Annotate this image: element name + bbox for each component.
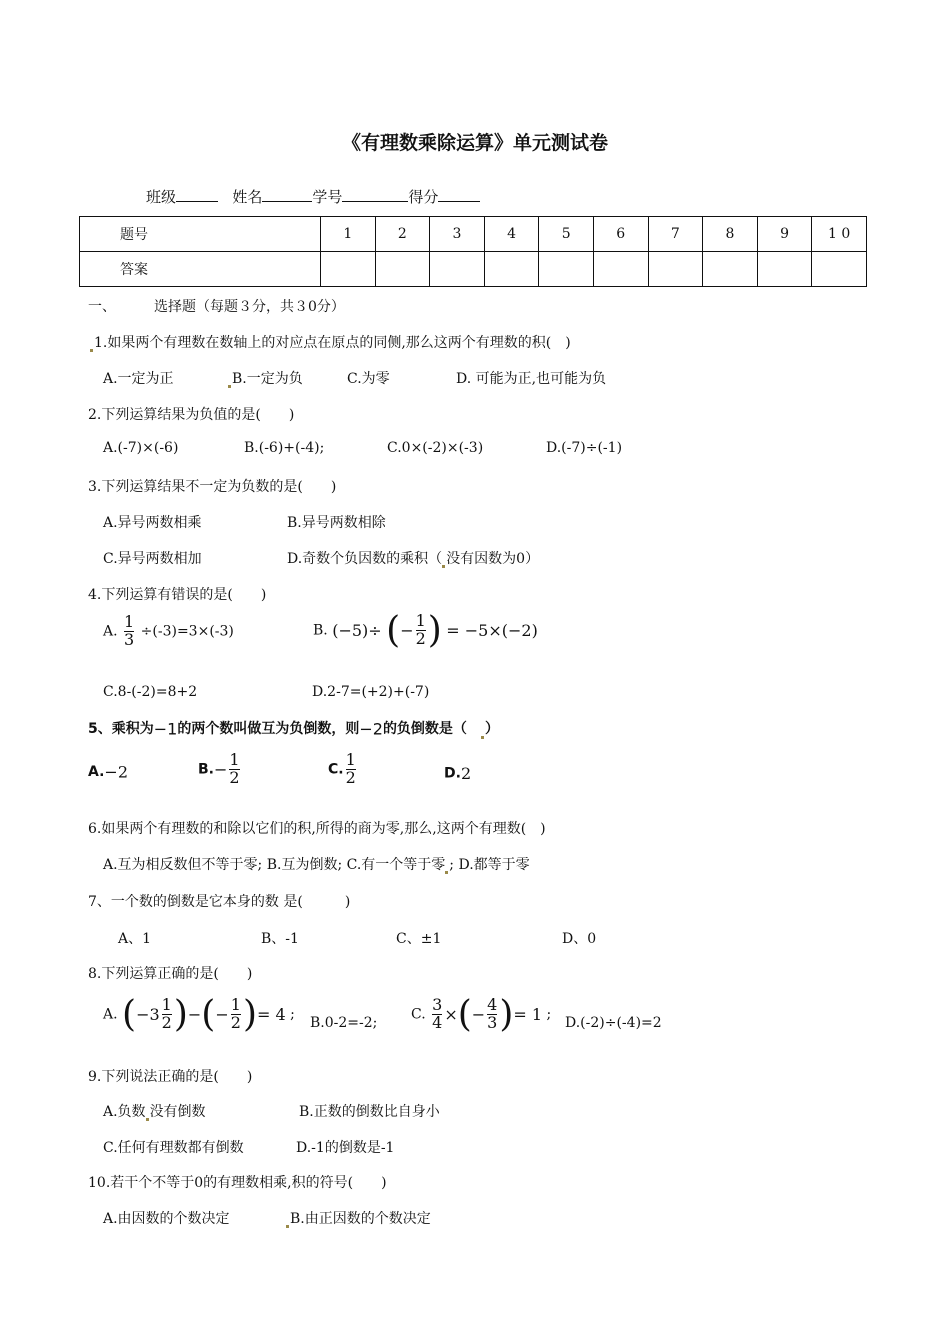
question-number-cell: 1 0 [812,217,867,252]
question-8-stem: 8.下列运算正确的是( ) [88,966,253,982]
minus-sign: − [215,1005,229,1024]
question-number-cell: 1 [321,217,376,252]
q1-option-b-text: B.一定为负 [232,371,303,387]
q2-option-b: B.(-6)+(-4); [244,440,325,456]
fraction [229,752,239,787]
q5-option-a [88,752,128,782]
q4-option-d: D.2-7=(+2)+(-7) [312,684,430,700]
q4-option-b [313,610,538,651]
page-title: 《有理数乘除运算》单元测试卷 [341,132,608,154]
q6-options-text-end: ; D.都等于零 [449,857,530,873]
question-1-text: 1.如果两个有理数在数轴上的对应点在原点的同侧,那么这两个有理数的积( ) [94,335,571,351]
scan-mark [442,565,445,568]
q9-option-a-text-end: 没有倒数 [149,1104,206,1120]
numerator: 1 [124,612,135,631]
q5-a-label: A. [88,764,105,780]
question-6-stem: 6.如果两个有理数的和除以它们的积,所得的商为零,那么,这两个有理数( ) [88,821,546,837]
q4-b-left: (−5)÷ [332,621,382,640]
question-7-stem: 7、一个数的倒数是它本身的数 是( ) [88,894,351,910]
question-2-stem: 2.下列运算结果为负值的是( ) [88,407,295,423]
scan-mark [445,871,448,874]
denominator: 4 [432,1013,443,1032]
answer-cell[interactable] [648,252,703,287]
q5-math-1: −1 [153,719,178,739]
q9-option-b: B.正数的倒数比自身小 [299,1104,440,1120]
question-number-cell: 9 [757,217,812,252]
row-head-answer: 答案 [80,252,321,287]
denominator: 3 [487,1013,498,1032]
whole-part: −3 [136,1005,160,1024]
q3-option-d-text-end: 没有因数为0） [446,551,540,567]
q1-option-b [228,368,303,388]
score-label: 得分 [408,188,439,206]
q5-text-4: ） [484,721,499,737]
right-paren: ) [427,610,442,651]
denominator: 2 [230,1013,241,1032]
answer-cell[interactable] [539,252,594,287]
q5-a-value: −2 [104,762,129,782]
left-paren: ( [457,994,472,1035]
q3-option-c: C.异号两数相加 [103,551,202,567]
numerator: 4 [487,995,498,1015]
numerator: 1 [161,995,172,1015]
left-paren: ( [386,610,401,651]
question-3-stem: 3.下列运算结果不一定为负数的是( ) [88,479,337,495]
scan-mark [228,385,231,388]
number-blank[interactable] [342,187,408,202]
q5-d-label: D. [444,765,461,782]
q1-option-d: D. 可能为正,也可能为负 [456,371,607,387]
q5-b-label: B. [198,761,214,778]
q8-a-label: A. [103,1006,118,1023]
answer-cell[interactable] [593,252,648,287]
left-paren: ( [201,994,216,1035]
q4-b-label: B. [313,622,328,639]
answer-cell[interactable] [430,252,485,287]
q5-text-3: 的负倒数是（ [382,721,481,737]
separator: ; [290,1006,295,1023]
q4-option-c: C.8-(-2)=8+2 [103,684,198,700]
question-number-cell: 6 [593,217,648,252]
class-blank[interactable] [176,187,218,202]
q10-option-b-text: B.由正因数的个数决定 [290,1211,431,1227]
question-10-stem: 10.若干个不等于0的有理数相乘,积的符号( ) [88,1175,387,1191]
answer-table [79,216,867,287]
q5-text-1: 5、乘积为 [88,721,154,737]
minus-sign: − [471,1005,486,1024]
q1-option-a: A.一定为正 [103,371,174,387]
question-number-cell: 4 [484,217,539,252]
q4-a-expression: ÷(-3)=3×(-3) [140,623,234,640]
times-sign: × [444,1005,458,1024]
fraction [432,997,442,1032]
numerator: 3 [432,995,443,1015]
numerator: 1 [229,750,240,769]
question-number-cell: 8 [703,217,758,252]
denominator: 2 [415,629,426,648]
fraction [162,997,172,1032]
denominator: 2 [229,767,240,787]
q9-option-d: D.-1的倒数是-1 [296,1140,395,1156]
q8-option-a [103,994,295,1035]
question-number-cell: 7 [648,217,703,252]
question-4-stem: 4.下列运算有错误的是( ) [88,587,267,603]
q8-c-result: = 1 [513,1005,543,1024]
question-number-row [80,217,867,252]
q3-option-d-text: D.奇数个负因数的乘积（ [287,551,443,567]
q7-option-b: B、-1 [261,931,299,947]
right-paren: ) [499,994,514,1035]
q5-text-2: 的两个数叫做互为负倒数，则 [177,721,360,737]
q3-option-b: B.异号两数相除 [287,515,386,531]
answer-cell[interactable] [484,252,539,287]
q5-d-value: 2 [460,764,472,783]
q5-option-c [328,752,358,787]
q9-option-a-text: A.负数 [103,1104,146,1120]
row-head-question-number: 题号 [80,217,321,252]
scan-mark [146,1118,149,1121]
question-5-stem [88,718,499,739]
left-paren: ( [122,994,137,1035]
scan-mark [90,349,93,352]
q5-c-label: C. [328,761,344,778]
student-info-line [146,186,480,207]
q3-option-a: A.异号两数相乘 [103,515,202,531]
q1-option-c: C.为零 [347,371,390,387]
name-blank[interactable] [262,187,312,202]
answer-cell[interactable] [321,252,376,287]
right-paren: ) [242,994,257,1035]
scan-mark [481,736,484,739]
number-label: 学号 [312,188,343,206]
denominator: 3 [124,629,135,649]
question-number-cell: 5 [539,217,594,252]
score-blank[interactable] [438,187,480,202]
question-9-stem: 9.下列说法正确的是( ) [88,1069,253,1085]
q7-option-d: D、0 [562,931,597,947]
minus-sign: − [214,759,228,779]
separator: ; [546,1006,552,1023]
q8-option-d: D.(-2)÷(-4)=2 [565,1015,662,1031]
q4-option-a [103,614,234,649]
q7-option-c: C、±1 [396,931,442,947]
name-label: 姓名 [232,188,263,206]
q9-option-c: C.任何有理数都有倒数 [103,1140,244,1156]
q4-a-label: A. [103,623,118,640]
numerator: 1 [230,995,241,1015]
answer-row [80,252,867,287]
q2-option-a: A.(-7)×(-6) [103,440,179,456]
answer-cell[interactable] [812,252,867,287]
q3-option-d [287,548,539,568]
q2-option-d: D.(-7)÷(-1) [546,440,623,456]
denominator: 2 [345,767,356,787]
fraction [416,613,426,648]
fraction [231,997,241,1032]
q8-c-label: C. [411,1006,426,1023]
answer-cell[interactable] [757,252,812,287]
q8-option-b: B.0-2=-2; [310,1015,378,1031]
question-number-cell: 3 [430,217,485,252]
q5-option-b [198,752,242,787]
right-paren: ) [173,994,188,1035]
q8-option-c [411,994,551,1035]
section-number: 一、 [88,299,116,315]
q8-a-result: = 4 [256,1005,286,1024]
section-heading: 选择题（每题３分，共３0分） [154,299,345,315]
class-label: 班级 [146,188,177,206]
answer-cell[interactable] [703,252,758,287]
scan-mark [286,1225,289,1228]
q5-math-2: −2 [359,719,383,739]
minus-sign: − [400,621,414,640]
answer-cell[interactable] [375,252,430,287]
q6-options-text: A.互为相反数但不等于零; B.互为倒数; C.有一个等于零 [103,857,446,873]
fraction [487,997,497,1032]
numerator: 1 [345,750,356,769]
numerator: 1 [415,611,426,631]
q5-option-d [444,764,471,783]
question-number-cell: 2 [375,217,430,252]
q9-option-a [103,1101,206,1121]
q10-option-a: A.由因数的个数决定 [103,1211,230,1227]
denominator: 2 [161,1013,172,1032]
q2-option-c: C.0×(-2)×(-3) [387,440,484,456]
fraction [124,614,134,649]
q7-option-a: A、1 [118,931,152,947]
q6-options [103,854,530,874]
question-1-stem [90,332,571,352]
minus-sign: − [187,1005,202,1024]
fraction [346,752,356,787]
q4-b-right: = −5×(−2) [446,621,538,640]
q10-option-b [286,1208,431,1228]
